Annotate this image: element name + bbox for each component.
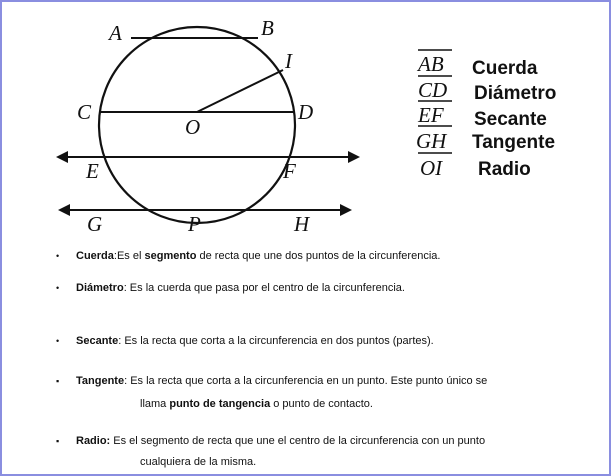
secant-arrow-right (348, 151, 360, 163)
point-label-p: P (188, 212, 201, 236)
tangent-arrow-right (340, 204, 352, 216)
legend-term-radio: Radio (478, 159, 531, 180)
legend-term-secante: Secante (474, 109, 547, 130)
legend-segment-cd: CD (418, 78, 448, 102)
term-diametro: Diámetro (76, 282, 124, 294)
bullet: ▪ (56, 436, 60, 446)
legend-segment-ef: EF (418, 103, 444, 127)
legend-segment-gh: GH (416, 129, 447, 153)
legend-term-tangente: Tangente (472, 132, 556, 153)
point-label-b: B (261, 16, 274, 40)
point-label-e: E (86, 159, 99, 183)
radius-oi (197, 70, 283, 112)
legend-segment-oi: OI (420, 156, 443, 180)
bullet: • (56, 251, 60, 261)
bullet: • (56, 336, 60, 346)
tangent-arrow-left (58, 204, 70, 216)
term-tangente: Tangente (76, 375, 125, 387)
bullet: ▪ (56, 376, 60, 386)
term-secante: Secante (76, 335, 119, 347)
point-label-o: O (185, 115, 201, 139)
point-label-g: G (87, 212, 103, 236)
term-radio: Radio: (76, 435, 111, 447)
legend-term-diametro: Diámetro (474, 83, 557, 104)
point-label-c: C (77, 100, 92, 124)
legend-segment-ab: AB (418, 52, 444, 76)
point-label-a: A (109, 21, 122, 45)
point-label-d: D (298, 100, 314, 124)
bullet: • (56, 283, 60, 293)
point-label-i: I (285, 49, 292, 73)
term-cuerda: Cuerda (76, 250, 114, 262)
point-label-f: F (283, 159, 296, 183)
legend (416, 50, 556, 180)
legend-term-cuerda: Cuerda (472, 58, 538, 79)
secant-arrow-left (56, 151, 68, 163)
point-label-h: H (294, 212, 310, 236)
